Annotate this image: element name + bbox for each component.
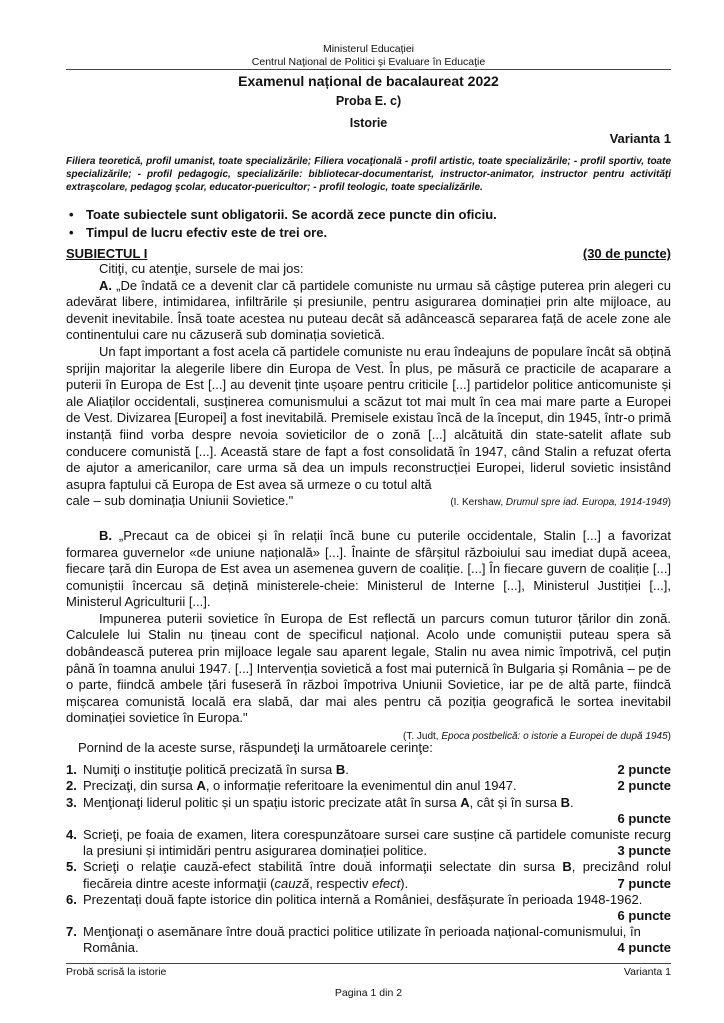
exam-rules — [66, 206, 671, 242]
exam-proba: Proba E. c) — [335, 94, 402, 108]
questions-intro: Pornind de la aceste surse, răspundeţi la următoarele cerinţe: — [78, 740, 433, 755]
center-name: Centrul Naţional de Politici şi Evaluare în Educaţie — [251, 56, 486, 68]
question-points: 6 puncte — [617, 810, 671, 826]
ministry-name: Ministerul Educației — [322, 43, 415, 55]
question-item: 7. 4 puncte Menţionaţi o asemănare între două practici politice utilizate în perioada național-comunismului, în România. — [66, 924, 671, 956]
exam-title: Examenul național de bacalaureat 2022 — [238, 73, 499, 89]
rule-item: • Timpul de lucru efectiv este de trei ore. — [69, 225, 328, 240]
source-a-paragraph-2: Un fapt important a fost acela că partidele comuniste nu erau îndeajuns de populare încât să obțină sprijin majoritar la alegerile libere din Europa de Vest. În plus, pe măsură ce practicile de acaparare a puterii în Europa de Est [...] au devenit ținte ușoare pentru criticile [...] partidelor politice anticomuniste și ale Aliaților occidentali, susținerea comunismului a scăzut tot mai mult în cea mai mare parte a Europei de Vest. Divizarea [Europei] a fost inevitabilă. Premisele existau încă de la început, din 1945, într-o primă instanță fiind vorba despre nevoia sovieticilor de o zonă [...] alcătuită din state-satelit aflate sub conducere comunistă [...]. Această stare de fapt a fost consolidată în 1947, când Stalin a refuzat oferta de ajutor a americanilor, care urma să dea un impuls reconstrucției Europei, liderul sovietic insistând asupra faptului că Europa de Est avea să urmeze o cu totul altă — [66, 343, 671, 492]
header-divider — [66, 69, 671, 70]
question-item: 4. 3 puncte Scrieţi, pe foaia de examen, litera corespunzătoare sursei care susține că partidele comuniste recurg la presiuni și intimidări pentru asigurarea dominației politice. — [66, 827, 671, 859]
question-points: 3 puncte — [617, 843, 671, 859]
exam-subject: Istorie — [349, 116, 388, 130]
source-b-citation: (T. Judt, Epoca postbelică: o istorie a Europei de după 1945) — [403, 731, 671, 743]
footer-right: Varianta 1 — [623, 966, 671, 978]
question-item: 6. Prezentați două fapte istorice din politica internă a României, desfășurate în perioada 1948-1962. 6 puncte — [66, 891, 671, 924]
question-points: 7 puncte — [617, 875, 671, 891]
footer — [66, 966, 671, 978]
sources-intro: Citiţi, cu atenţie, sursele de mai jos: — [99, 261, 304, 276]
source-a-last-line: cale – sub dominația Uniunii Sovietice." (I. Kershaw, Drumul spre iad. Europa, 1914-1949) — [66, 493, 671, 512]
exam-variant: Varianta 1 — [609, 131, 671, 146]
filiera-text: Filiera teoretică, profil umanist, toate specializările; Filiera vocaţională - profil artistic, toate specializările; - profil sportiv, toate specializările; - profil pedagogic, specializările: bibliotecar-documentarist, instructor-animator, instructor pentru activităţi extraşcolare, pedagog şcolar, educator-puericultor; - profil teologic, toate specializările. — [66, 156, 671, 193]
question-points: 2 puncte — [617, 762, 671, 778]
section-header — [66, 246, 671, 261]
question-item: 3. Menţionaţi liderul politic și un spațiu istoric precizate atât în sursa A, cât și în sursa B. 6 puncte — [66, 794, 671, 826]
rule-item: • Toate subiectele sunt obligatorii. Se acordă zece puncte din oficiu. — [69, 207, 497, 222]
page-number: Pagina 1 din 2 — [334, 987, 403, 999]
footer-left: Probă scrisă la istorie — [66, 966, 167, 978]
bullet-icon: • — [69, 225, 74, 240]
section-title: SUBIECTUL I — [66, 246, 148, 261]
section-points: (30 de puncte) — [582, 246, 671, 261]
question-item: 1. 2 puncte Numiţi o instituţie politică precizată în sursa B. — [66, 762, 671, 778]
question-item: 2. 2 puncte Precizaţi, din sursa A, o informație referitoare la evenimentul din anul 1947. — [66, 778, 671, 794]
source-b-paragraph-1: B. „Precaut ca de obicei și în relații încă bune cu puterile occidentale, Stalin [...] a favorizat formarea guvernelor «de uniune națională» [...]. Înainte de sfârșitul războiului sau imediat după aceea, fiecare țară din Europa de Est avea un asemenea guvern de coaliție. [...] În fiecare guvern de coaliție [...] comuniștii încercau să dețină ministerele-cheie: Ministerul de Interne [...], Ministerul Justiției [...], Ministerul Agriculturii [...]. — [66, 527, 671, 610]
question-points: 2 puncte — [617, 778, 671, 794]
question-item: 5. 7 puncte Scrieţi o relaţie cauză-efect stabilită între două informaţii selectate din sursa B, precizând rolul fiecăreia dintre aceste informaţii (cauză, respectiv efect). — [66, 859, 671, 891]
question-points: 6 puncte — [617, 908, 671, 924]
source-b-paragraph-2: Impunerea puterii sovietice în Europa de Est reflectă un parcurs comun tuturor țărilor din zonă. Calculele lui Stalin nu țineau cont de specificul național. Acolo unde comuniștii puteau spera să dobândească puterea prin mijloace legale sau aparent legale, Stalin nu avea nimic împotrivă, cel puțin până în toamna anului 1947. [...] Intervenția sovietică a fost mai puternică în Bulgaria și România – pe de o parte, fiindcă ambele țări fuseseră în război împotriva Uniunii Sovietice, iar pe de altă parte, fiindcă mișcarea comunistă locală era slabă, dar mai ales pentru că poziția geografică le sortea inevitabil dominației sovietice în Europa." — [66, 610, 671, 726]
source-a-citation: (I. Kershaw, Drumul spre iad. Europa, 1914-1949) — [450, 497, 671, 509]
questions — [66, 740, 671, 957]
source-a-paragraph-1: A. „De îndată ce a devenit clar că partidele comuniste nu urmau să câștige puterea prin alegeri cu adevărat libere, intimidarea, infiltrările și presiunile, pentru asigurarea dominației prin alte mijloace, au devenit inevitabile. Însă toate acestea nu puteau decât să adâncească separarea față de acele zone ale continentului care nu căzuseră sub dominația sovietică. — [66, 277, 671, 343]
footer-divider — [66, 963, 671, 964]
bullet-icon: • — [69, 207, 74, 222]
sources — [66, 261, 671, 746]
question-points: 4 puncte — [617, 940, 671, 956]
